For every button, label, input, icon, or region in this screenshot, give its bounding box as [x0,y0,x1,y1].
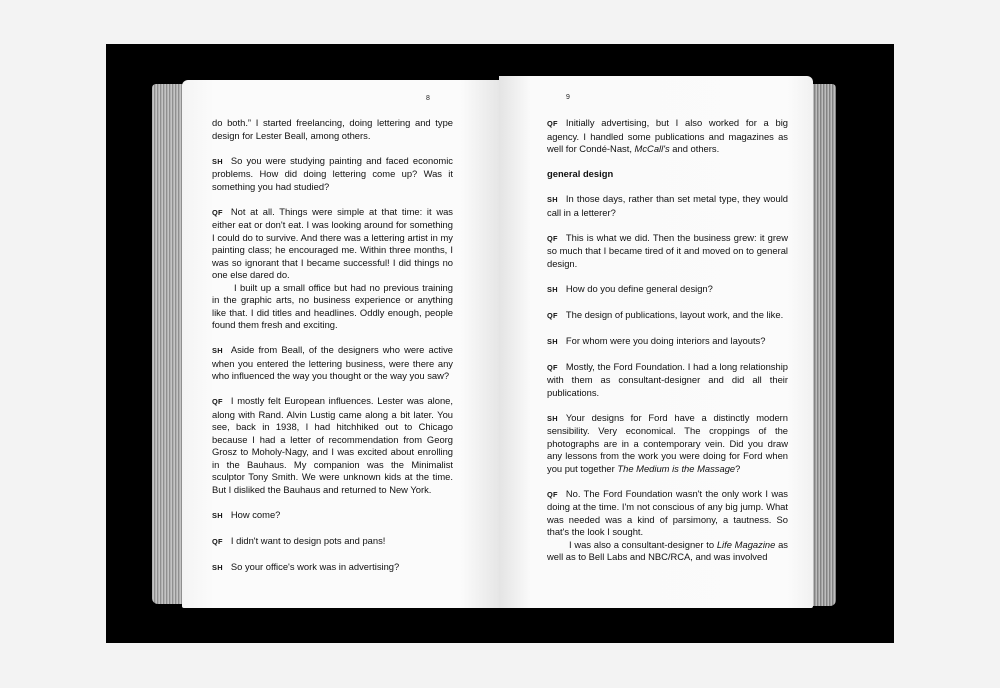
paragraph: QF Initially advertising, but I also worked for a big agency. I handled some publications and magazines as well for Condé-Nast, McCall's and others. [547,117,788,154]
section-heading: general design [547,168,614,179]
left-page-number: 8 [426,95,430,102]
paragraph: SH So your office's work was in advertising? [212,560,400,572]
paragraph: QF This is what we did. Then the business grew: it grew so much that I became tired of it and moved on to general design. [547,231,788,269]
paragraph: QF Mostly, the Ford Foundation. I had a long relationship with them as consultant-designer and did all their publications. [547,360,788,398]
speaker-label: QF [212,207,223,217]
paragraph: do both.” I started freelancing, doing lettering and type design for Lester Beall, among others. [212,117,453,141]
speaker-label: QF [212,397,223,406]
paragraph: QF Not at all. Things were simple at that time: it was either eat or don't eat. I was looking around for something I could do to survive. And there was a lettering artist in my painting class; he encouraged me. Within three months, I was so ignorant that I became successful! I did things no one else dared do. [212,205,453,280]
speaker-label: SH [547,195,558,204]
right-page-text [547,117,788,576]
paragraph: SH So you were studying painting and faced economic problems. How did doing lettering come up? Was it something you had studied? [212,154,453,192]
paragraph: QF I didn't want to design pots and pans! [212,534,386,546]
book-page-edges-right [812,84,836,606]
paragraph: SH For whom were you doing interiors and layouts? [547,334,766,346]
paragraph: SH How come? [212,508,281,520]
speaker-label: SH [547,336,558,346]
speaker-label: QF [547,233,558,243]
speaker-label: SH [212,562,223,572]
right-page-number: 9 [566,94,570,101]
speaker-label: SH [547,413,558,423]
left-page-text [212,117,453,587]
speaker-label: SH [212,346,223,355]
paragraph: SH Aside from Beall, of the designers who were active when you entered the lettering business, were there any who influenced the way you thought or the way you saw? [212,344,453,381]
paragraph: QF I mostly felt European influences. Lester was alone, along with Rand. Alvin Lustig came along a bit later. You see, back in 1938, I had hitchhiked out to Chicago because I had a letter of recommendation from Georg Grosz to Moholy-Nagy, and I was excited about enrolling in the Bauhaus. My companion was the Minimalist sculptor Tony Smith. We were unknown kids at the time. But I disliked the Bauhaus and returned to New York. [212,395,453,495]
speaker-label: QF [547,310,558,320]
paragraph: SH In those days, rather than set metal type, they would call in a letterer? [547,193,788,218]
paragraph: QF No. The Ford Foundation wasn't the only work I was doing at the time. I'm not conscious of any big jump. What was needed was a kind of parsimony, a tautness. So that's the look I sought. [547,487,788,537]
paragraph: I was also a consultant-designer to Life Magazine as well as to Bell Labs and NBC/RCA, and was involved [547,538,788,562]
speaker-label: QF [547,362,558,372]
speaker-label: SH [547,284,558,294]
paragraph: I built up a small office but had no previous training in the graphic arts, no business experience or anything like that. I did titles and headlines. Oddly enough, people found them fresh and exciting. [212,281,453,330]
paragraph: SH Your designs for Ford have a distinctly modern sensibility. Very economical. The croppings of the photographs are in a contemporary vein. Did you draw any lessons from the work you were doing for Ford when you put together The Medium is the Massage? [547,411,788,474]
speaker-label: QF [547,489,558,499]
speaker-label: SH [212,510,223,520]
speaker-label: QF [547,119,558,128]
paragraph: QF The design of publications, layout work, and the like. [547,308,784,320]
speaker-label: QF [212,536,223,546]
book-page-edges-left [152,84,184,604]
paragraph: SH How do you define general design? [547,282,713,294]
speaker-label: SH [212,156,223,166]
